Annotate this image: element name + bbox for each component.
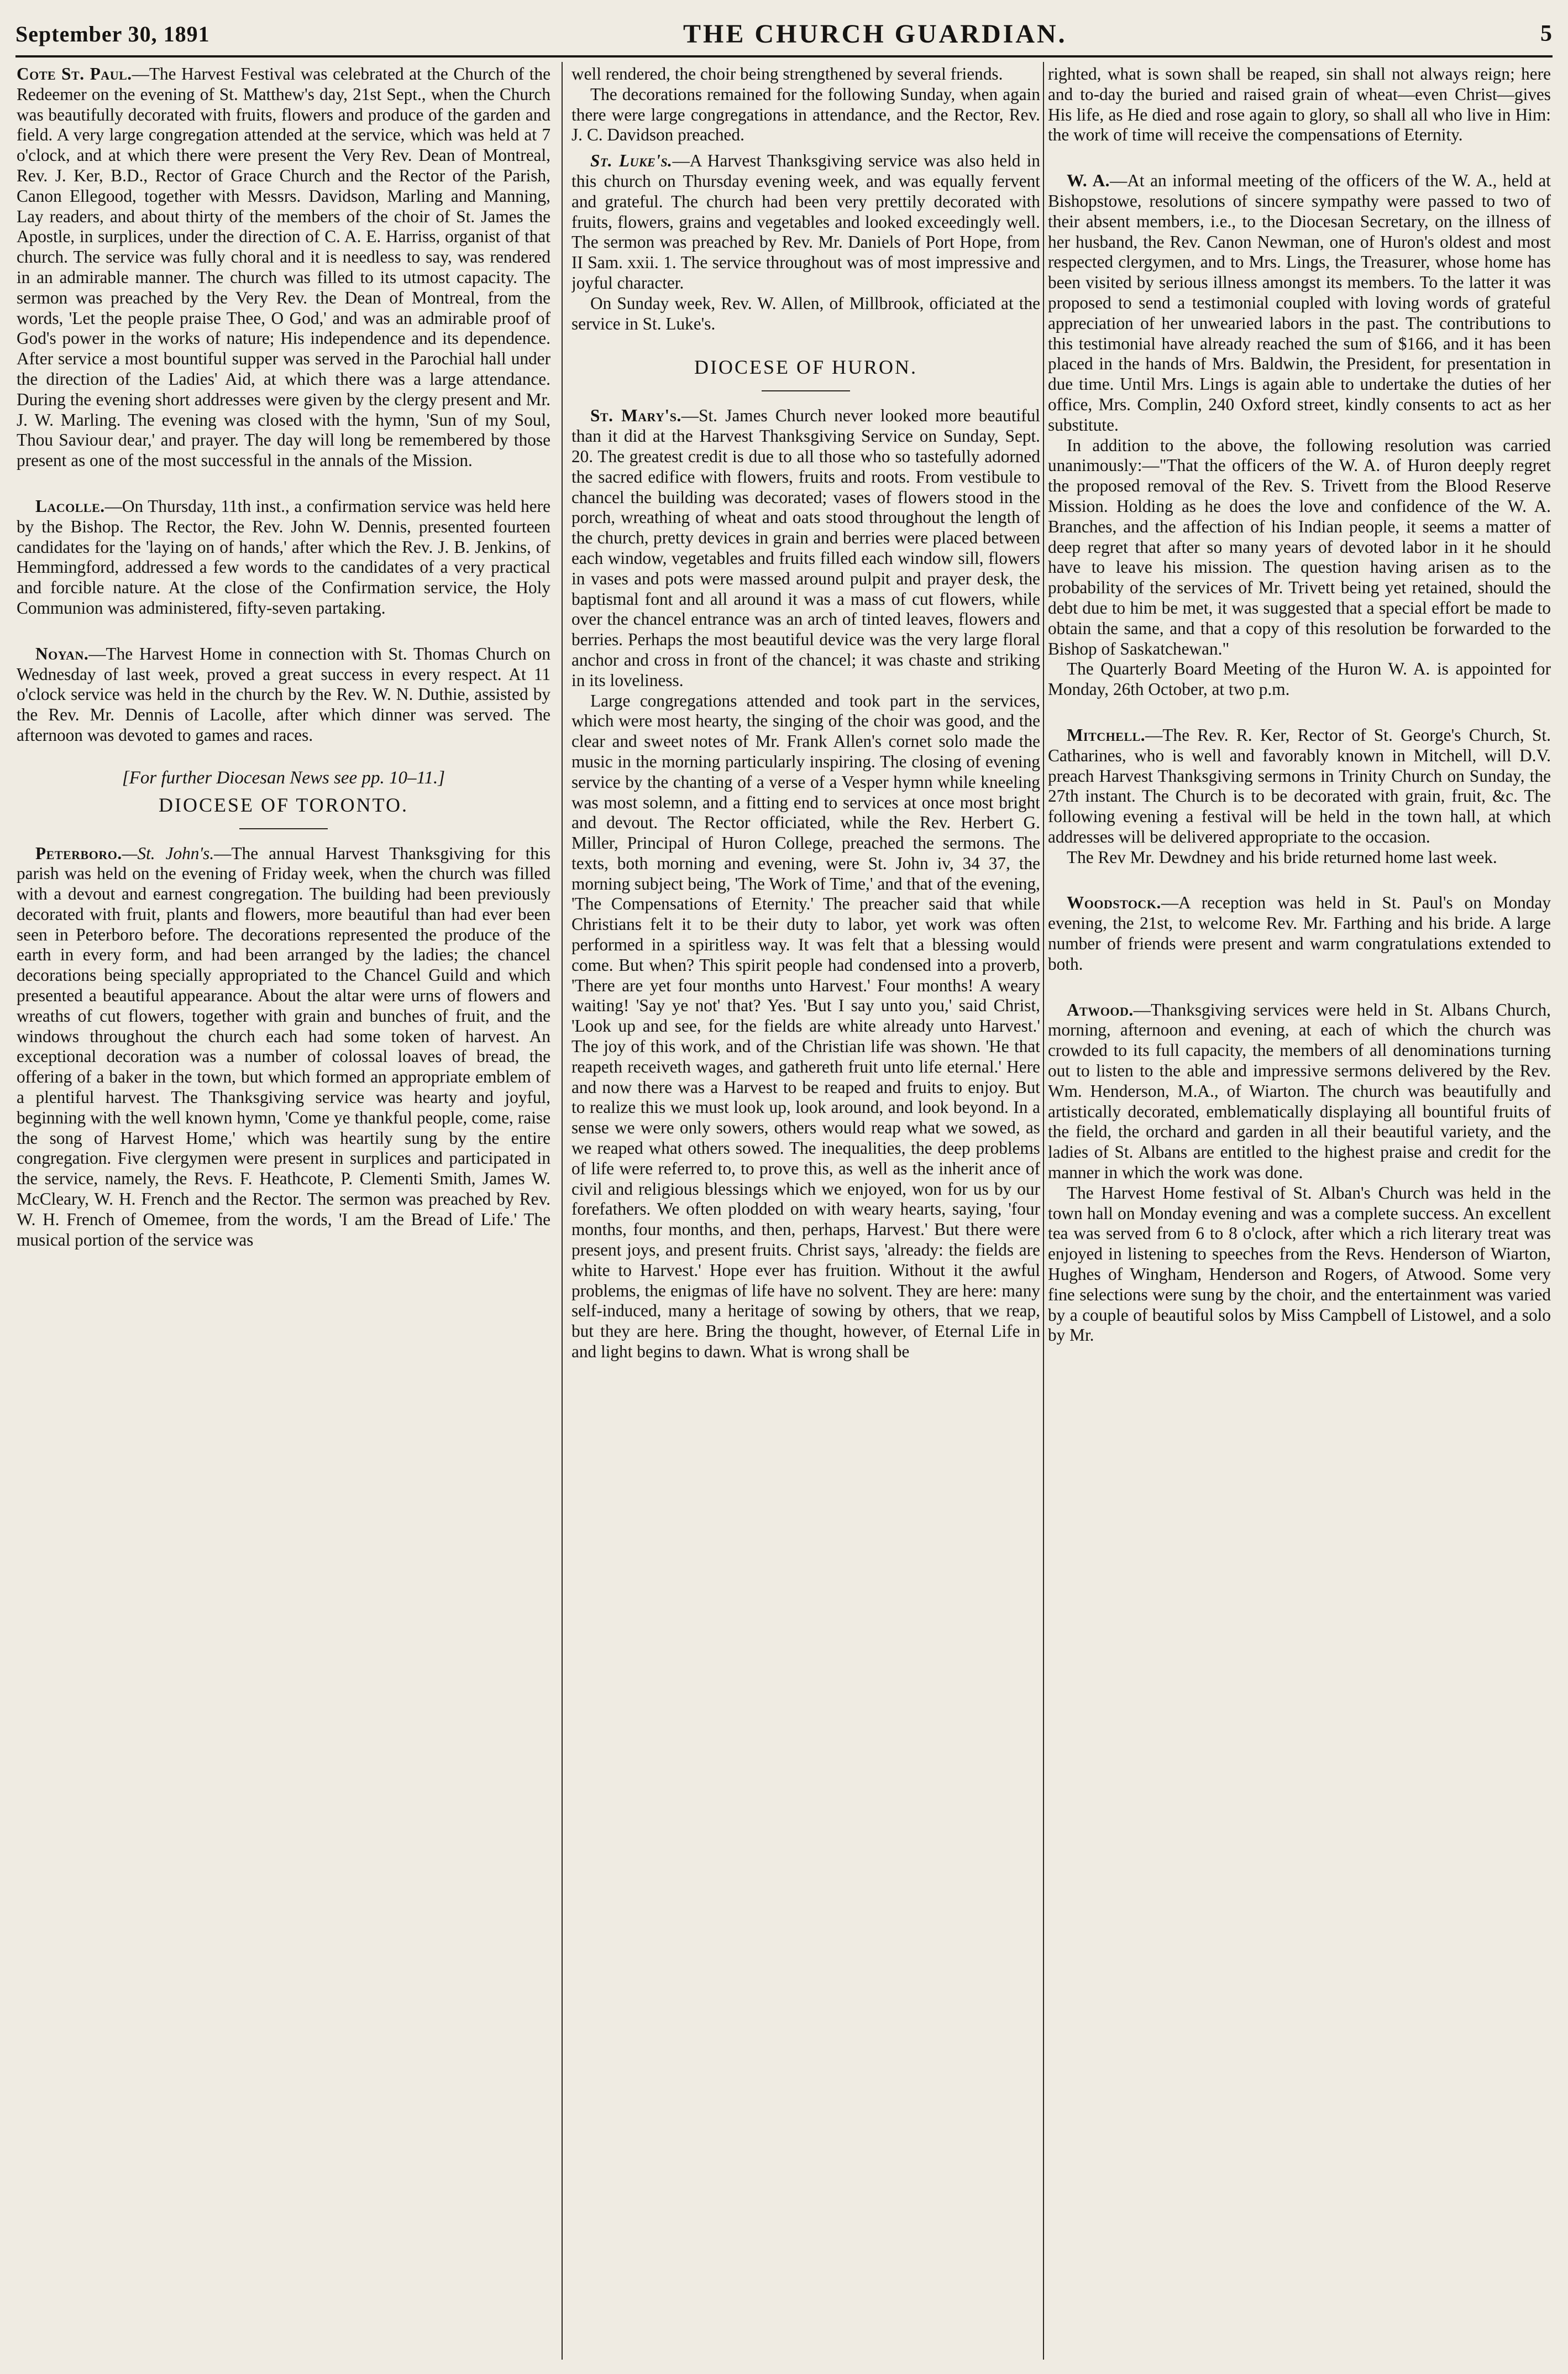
paragraph: On Sunday week, Rev. W. Allen, of Millbrook, officiated at the service in St. Luke's. xyxy=(571,293,1040,333)
article-lead: St. Luke's. xyxy=(590,151,673,171)
article-mitchell xyxy=(1048,725,1551,848)
article-body: —The annual Harvest Thanksgiving for this parish was held on the evening of Friday week, when the church was filled with a devout and earnest congregation. The building had been previously decorated with fruit, plants and flowers, more beautiful than had ever been seen in Peterboro before. The decorations represented the produce of the earth in every form, and had been arranged by the ladies; the chancel decorations being specially appropriated to the Chancel Guild and which presented a beautiful appearance. About the altar were urns of flowers and wreaths of cut flowers, together with grain and bunches of fruit, and the windows throughout the church each had some token of harvest. An exceptional decoration was a number of colossal loaves of bread, the offering of a baker in the town, but which formed an appropriate emblem of a plentiful harvest. The Thanksgiving service was hearty and joyful, beginning with the well known hymn, 'Come ye thankful people, come, raise the song of Harvest Home,' which was heartily sung by the entire congregation. Five clergymen were present in surplices and participated in the service, namely, the Revs. F. Heathcote, P. Clementi Smith, James W. McCleary, W. H. French and the Rector. The sermon was preached by Rev. W. H. French of Omemee, from the words, 'I am the Bread of Life.' The musical portion of the service was xyxy=(17,843,550,1249)
article-st-marys xyxy=(571,406,1040,691)
article-wa xyxy=(1048,171,1551,435)
article-st-lukes xyxy=(571,151,1040,294)
paragraph: The Harvest Home festival of St. Alban's Church was held in the town hall on Monday evening and was a complete success. An excellent tea was served from 6 to 8 o'clock, after which a rich literary treat was enjoyed in listening to speeches from the Revs. Henderson of Wiarton, Hughes of Wingham, Henderson and Rogers, of Atwood. Some very fine selections were sung by the choir, and the entertainment was varied by a couple of beautiful solos by Miss Campbell of Listowel, and a solo by Mr. xyxy=(1048,1183,1551,1345)
article-body: —A reception was held in St. Paul's on Monday evening, the 21st, to welcome Rev. Mr. Farthing and his bride. A large number of friends were present and warm congratulations extended to both. xyxy=(1048,893,1551,974)
article-lacolle xyxy=(17,496,550,619)
article-cote-st-paul xyxy=(17,64,550,471)
article-body: —St. James Church never looked more beautiful than it did at the Harvest Thanksgiving Service on Sunday, Sept. 20. The greatest credit is due to all those who so tastefully adorned the sacred edifice with flowers, fruits and roots. From vestibule to chancel the building was decorated; vases of flowers stood in the porch, wreathing of wheat and oats stood throughout the length of the church, pretty devices in grain and berries were placed between each window, vegetables and fruits filled each window sill, flowers in vases and pots were massed around pulpit and prayer desk, the baptismal font and all around it was a mass of cut flowers, while over the chancel entrance was an arch of tinted leaves, flowers and berries. Perhaps the most beautiful device was the very large floral anchor and cross in front of the chancel; it was chaste and striking in its loveliness. xyxy=(571,406,1040,690)
page-header xyxy=(15,15,1553,52)
article-lead: Mitchell. xyxy=(1067,725,1146,745)
article-lead: Noyan. xyxy=(35,644,89,663)
column-divider xyxy=(1043,62,1044,2360)
article-place: —St. John's. xyxy=(122,843,214,863)
paragraph: In addition to the above, the following resolution was carried unanimously:—"That the officers of the W. A. of Huron deeply regret the proposed removal of the Rev. S. Trivett from the Blood Reserve Mission. Holding as he does the love and confidence of the W. A. Branches, and the affection of his Indian people, it seems a matter of deep regret that after so many years of devoted labor in it he should have to leave his mission. The question having arisen as to the probability of the services of Mr. Trivett being yet retained, should the debt due to him be met, it was suggested that a special effort be made to obtain the same, and that a copy of this resolution be forwarded to the Bishop of Saskatchewan." xyxy=(1048,435,1551,658)
paragraph: righted, what is sown shall be reaped, sin shall not always reign; here and to-day the buried and raised grain of wheat—even Christ—gives His life, as He died and rose again to glory, so shall all who live in Him: the work of time will receive the compensations of Eternity. xyxy=(1048,64,1551,145)
cross-reference-note: [For further Diocesan News see pp. 10–11.] xyxy=(122,767,445,788)
article-lead: W. A. xyxy=(1067,171,1110,191)
article-lead: Atwood. xyxy=(1067,1000,1134,1019)
article-lead: Cote St. Paul. xyxy=(17,64,132,83)
paragraph: The decorations remained for the following Sunday, when again there were large congregations in attendance, and the Rector, Rev. J. C. Davidson preached. xyxy=(571,84,1040,145)
article-woodstock xyxy=(1048,893,1551,974)
paragraph: The Rev Mr. Dewdney and his bride returned home last week. xyxy=(1067,847,1497,867)
header-rule xyxy=(15,55,1553,57)
article-lead: Peterboro. xyxy=(35,843,122,863)
column-divider xyxy=(562,62,563,2360)
issue-date: September 30, 1891 xyxy=(15,21,210,46)
section-heading-toronto: DIOCESE OF TORONTO. xyxy=(158,793,409,816)
section-rule xyxy=(239,828,328,829)
article-body: —The Harvest Festival was celebrated at the Church of the Redeemer on the evening of St. Matthew's day, 21st Sept., when the Church was beautifully decorated with fruits, flowers and produce of the garden and field. A very large congregation attended at the service, which was held at 7 o'clock, and at which there were present the Very Rev. Dean of Montreal, Rev. J. Ker, B.D., Rector of Grace Church and the Rector of the Parish, Canon Ellegood, together with Messrs. Davidson, Marling and Manning, Lay readers, and about thirty of the members of the choir of St. James the Apostle, in surplices, under the direction of C. A. E. Harriss, organist of that church. The service was fully choral and it is needless to say, was rendered in an admirable manner. The church was filled to its utmost capacity. The sermon was preached by the Very Rev. the Dean of Montreal, from the words, 'Let the people praise Thee, O God,' and was an admirable proof of God's power in the works of nature; His independence and its dependence. After service a most bountiful supper was served in the Parochial hall under the direction of the Ladies' Aid, at which there was a large attendance. During the evening short addresses were given by the clergy present and Mr. J. W. Marling. The evening was closed with the hymn, 'Sun of my Soul, Thou Saviour dear,' and prayer. The day will long be remembered by those present as one of the most successful in the annals of the Mission. xyxy=(17,64,550,470)
column-left xyxy=(17,64,550,2357)
article-body: —A Harvest Thanksgiving service was also held in this church on Thursday evening week, and was equally fervent and grateful. The church had been very prettily decorated with fruits, flowers, grains and vegetables and looked exceedingly well. The sermon was preached by Rev. Mr. Daniels of Port Hope, from II Sam. xxii. 1. The service throughout was of most impressive and joyful character. xyxy=(571,151,1040,292)
article-body: —Thanksgiving services were held in St. Albans Church, morning, afternoon and evening, at each of which the church was crowded to its full capacity, the members of all denominations turning out to listen to the able and impressive sermons delivered by the Rev. Wm. Henderson, M.A., of Wiarton. The church was beautifully and artistically decorated, emblematically displaying all bountiful fruits of the field, the orchard and garden in all their beautiful variety, and the ladies of St. Albans are entitled to the highest praise and credit for the manner in which the work was done. xyxy=(1048,1000,1551,1183)
masthead-title: THE CHURCH GUARDIAN. xyxy=(683,19,1067,49)
article-lead: Lacolle. xyxy=(35,496,105,516)
article-body: —The Harvest Home in connection with St. Thomas Church on Wednesday of last week, proved a great success in every respect. At 11 o'clock service was held in the church by the Rev. W. N. Duthie, assisted by the Rev. Mr. Dennis of Lacolle, after which dinner was served. The afternoon was devoted to games and races. xyxy=(17,644,550,745)
paragraph: Large congregations attended and took part in the services, which were most hearty, the singing of the choir was good, and the clear and sweet notes of Mr. Frank Allen's cornet solo made the music in the morning particularly inspiring. The closing of evening service by the chanting of a verse of a Vesper hymn while kneeling was most solemn, and a fitting end to services at once most bright and devout. The Rector officiated, while the Rev. Herbert G. Miller, Principal of Huron College, preached the sermons. The texts, both morning and evening, were St. John iv, 34 37, the morning subject being, 'The Work of Time,' and that of the evening, 'The Compensations of Eternity.' The preacher said that while Christians felt it to be their duty to labor, yet work was often performed in a spiritless way. It was felt that a blessing would come. But when? This spirit people had condensed into a proverb, 'There are yet four months unto Harvest.' Four months! A weary waiting! 'Say ye not' that? Yes. 'But I say unto you,' said Christ, 'Look up and see, for the fields are white already unto Harvest.' The joy of this work, and of the Christian life was shown. 'He that reapeth receiveth wages, and gathereth fruit unto life eternal.' Here and now there was a Harvest to be reaped and fruits to enjoy. But to realize this we must look up, look around, and look beyond. In a sense we were only sowers, others would reap what we sowed, as we reaped what others sowed. The inequalities, the deep problems of life were referred to, to prove this, as well as the inherit ance of civil and religious blessings which we enjoyed, won for us by our forefathers. We often plodded on with weary hearts, saying, 'four months, four months, and then, perhaps, Harvest.' But there were present joys, and present fruits. Christ says, 'already: the fields are white to Harvest.' Hope ever has fruition. Without it the awful problems, the enigmas of life have no solvent. They are here: many self-induced, many a heritage of sowing by others, that we reap, but they are here. Bring the thought, however, of Eternal Life in and light begins to dawn. What is wrong shall be xyxy=(571,691,1040,1362)
paragraph: The Quarterly Board Meeting of the Huron W. A. is appointed for Monday, 26th October, at two p.m. xyxy=(1048,659,1551,699)
article-atwood xyxy=(1048,1000,1551,1183)
column-middle xyxy=(571,64,1040,2357)
article-body: —On Thursday, 11th inst., a confirmation service was held here by the Bishop. The Rector, the Rev. John W. Dennis, presented fourteen candidates for the 'laying on of hands,' after which the Rev. J. B. Jenkins, of Hemmingford, addressed a few words to the candidates of a very practical and forcible nature. At the close of the Confirmation service, the Holy Communion was administered, fifty-seven partaking. xyxy=(17,496,550,618)
page-number: 5 xyxy=(1540,21,1553,46)
article-body: —At an informal meeting of the officers of the W. A., held at Bishopstowe, resolutions of sincere sympathy were passed to two of their absent members, i.e., to the Diocesan Secretary, on the illness of her husband, the Rev. Canon Newman, one of Huron's oldest and most respected clergymen, and to Mrs. Lings, the Treasurer, whose home has been visited by serious illness amongst its members. To the latter it was proposed to send a testimonial coupled with loving words of grateful appreciation of her unwearied labors in the past. The contributions to this testimonial have already reached the sum of $166, and it has been placed in the hands of Mrs. Baldwin, the President, for presentation in due time. Until Mrs. Lings is again able to undertake the duties of her office, Mrs. Complin, 240 Oxford street, kindly consents to act as her substitute. xyxy=(1048,171,1551,435)
section-heading-huron: DIOCESE OF HURON. xyxy=(694,356,918,379)
article-body: —The Rev. R. Ker, Rector of St. George's Church, St. Catharines, who is well and favorably known in Mitchell, will D.V. preach Harvest Thanksgiving sermons in Trinity Church on Sunday, the 27th instant. The Church is to be decorated with grain, fruit, &c. The following evening a festival will be held in the town hall, at which addresses will be delivered appropriate to the occasion. xyxy=(1048,725,1551,846)
section-rule xyxy=(762,390,850,391)
column-right xyxy=(1048,64,1551,2357)
article-noyan xyxy=(17,644,550,746)
article-lead: St. Mary's. xyxy=(590,406,681,426)
article-peterboro xyxy=(17,844,550,1251)
article-lead: Woodstock. xyxy=(1067,893,1161,913)
paragraph: well rendered, the choir being strengthened by several friends. xyxy=(571,64,1003,83)
